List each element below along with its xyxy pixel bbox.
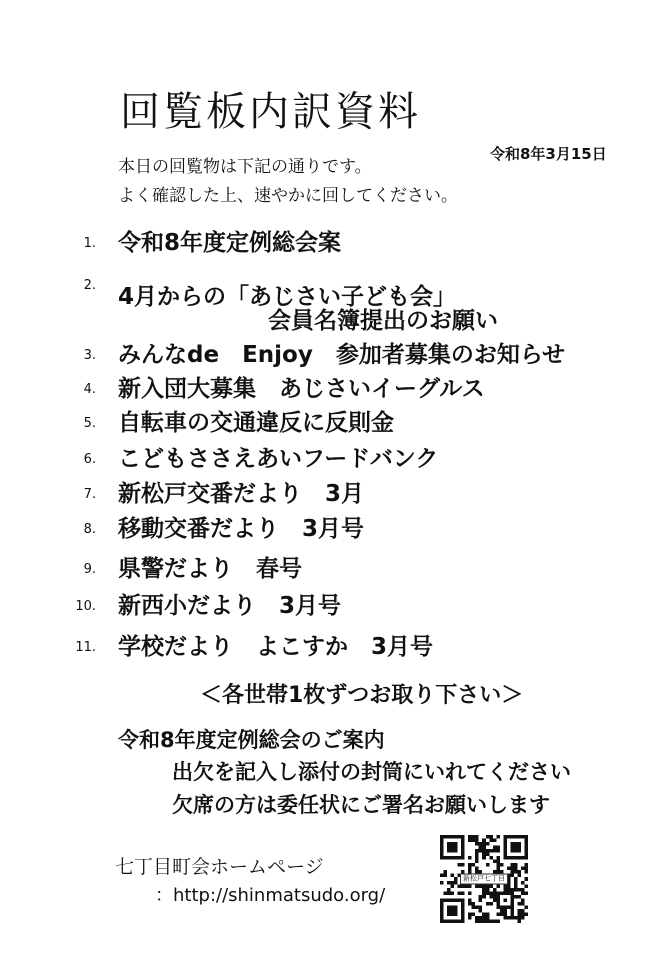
homepage-url: ：http://shinmatsudo.org/ [155,885,386,906]
item-text: 4月からの「あじさい子ども会」 [118,284,457,310]
item-number: 11. [75,640,96,655]
item-text: 自転車の交通違反に反則金 [118,410,394,436]
list-item [0,481,648,507]
list-item [0,634,648,660]
item-text: 移動交番だより 3月号 [118,516,365,542]
item-number: 6. [83,452,96,467]
item-number: 1. [83,236,96,251]
document-date: 令和8年3月15日 [490,145,607,163]
item-text: 令和8年度定例総会案 [118,230,342,256]
item-number: 5. [83,416,96,431]
item-text: 新松戸交番だより 3月 [118,481,365,507]
list-item [0,278,648,334]
notice-line-2: 欠席の方は委任状にご署名お願いします [172,793,550,817]
item-number: 4. [83,382,96,397]
list-item [0,556,648,582]
list-item [0,230,648,256]
item-number: 7. [83,487,96,502]
homepage-label: 七丁目町会ホームページ [115,856,324,878]
notice-heading: 令和8年度定例総会のご案内 [118,728,385,752]
qr-code-icon [440,835,528,923]
notice-line-1: 出欠を記入し添付の封筒にいれてください [172,760,571,784]
list-item [0,516,648,542]
item-text: みんなde Enjoy 参加者募集のお知らせ [118,342,566,368]
intro-line-2: よく確認した上、速やかに回してください。 [118,186,458,206]
list-item [0,446,648,472]
item-text-continued: 会員名簿提出のお願い [268,308,498,334]
item-number: 9. [83,562,96,577]
document-title: 回覧板内訳資料 [120,89,421,135]
distribution-note: ＜各世帯1枚ずつお取り下さい＞ [200,683,524,708]
item-number: 2. [83,278,96,293]
item-number: 8. [83,522,96,537]
qr-label: 新松戸七丁目 [460,874,508,885]
item-text: 県警だより 春号 [118,556,302,582]
list-item [0,342,648,368]
item-text: 新入団大募集 あじさいイーグルス [118,376,485,402]
item-number: 3. [83,348,96,363]
item-text: こどもささえあいフードバンク [118,446,439,472]
item-number: 10. [75,599,96,614]
list-item [0,410,648,436]
list-item [0,593,648,619]
intro-line-1: 本日の回覧物は下記の通りです。 [118,157,372,177]
item-text: 学校だより よこすか 3月号 [118,634,434,660]
list-item [0,376,648,402]
item-text: 新西小だより 3月号 [118,593,342,619]
